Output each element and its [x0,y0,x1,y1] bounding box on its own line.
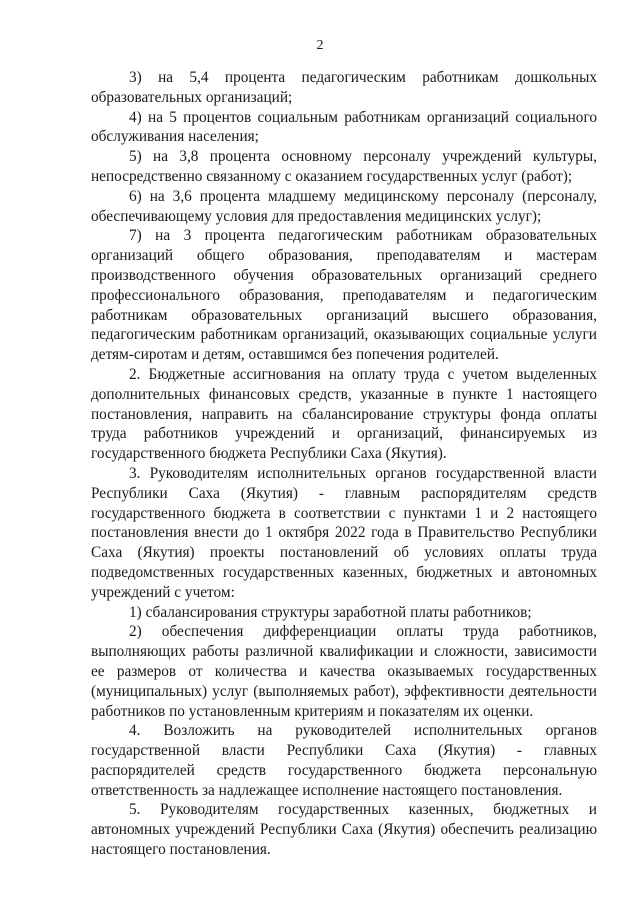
paragraph-item-6: 6) на 3,6 процента младшему медицинскому персоналу (персоналу, обеспечивающему условия для предоставления медицинских услуг); [91,187,597,225]
paragraph-item-7: 7) на 3 процента педагогическим работникам образовательных организаций общего образования, преподавателям и мастерам производственного обучения образовательных организаций среднего профессионального образования, преподавателям и педагогическим работникам образовательных организаций высшего образования, педагогическим работникам организаций, оказывающих социальные услуги детям-сиротам и детям, оставшимся без попечения родителей. [91,227,597,364]
paragraph-item-3: 3) на 5,4 процента педагогическим работникам дошкольных образовательных организаций; [91,69,597,106]
paragraph-clause-2: 2. Бюджетные ассигнования на оплату труда с учетом выделенных дополнительных финансовых средств, указанные в пункте 1 настоящего постановления, направить на сбалансирование структуры фонда оплаты труда работников учреждений и организаций, финансируемых из государственного бюджета Республики Саха (Якутия). [91,365,597,463]
paragraph-clause-4: 4. Возложить на руководителей исполнительных органов государственной власти Республики Саха (Якутия) - главных распорядителей средств государственного бюджета персональную ответственность за надлежащее исполнение настоящего постановления. [91,722,597,799]
paragraph-item-4: 4) на 5 процентов социальным работникам организаций социального обслуживания населения; [91,108,597,146]
paragraph-clause-3: 3. Руководителям исполнительных органов государственной власти Республики Саха (Якутия) - главным распорядителям средств государственного бюджета в соответствии с пунктами 1 и 2 настоящего постановления внести до 1 октября 2022 года в Правительство Республики Саха (Якутия) проекты постановлений об условиях оплаты труда подведомственных государственных казенных, бюджетных и автономных учреждений с учетом: [91,464,597,601]
paragraph-clause-5: 5. Руководителям государственных казенных, бюджетных и автономных учреждений Республики Саха (Якутия) обеспечить реализацию настоящего постановления. [91,801,597,859]
paragraph-subitem-2: 2) обеспечения дифференциации оплаты труда работников, выполняющих работы различной квалификации и сложности, зависимости ее размеров от количества и качества оказываемых государственных (муниципальных) услуг (выполняемых работ), эффективности деятельности работников по установленным критериям и показателям их оценки. [91,623,597,720]
page-number: 2 [316,38,324,53]
document-body [91,68,597,860]
paragraph-item-5: 5) на 3,8 процента основному персоналу учреждений культуры, непосредственно связанному с оказанием государственных услуг (работ); [91,148,597,185]
paragraph-subitem-1: 1) сбалансирования структуры заработной платы работников; [129,603,532,621]
